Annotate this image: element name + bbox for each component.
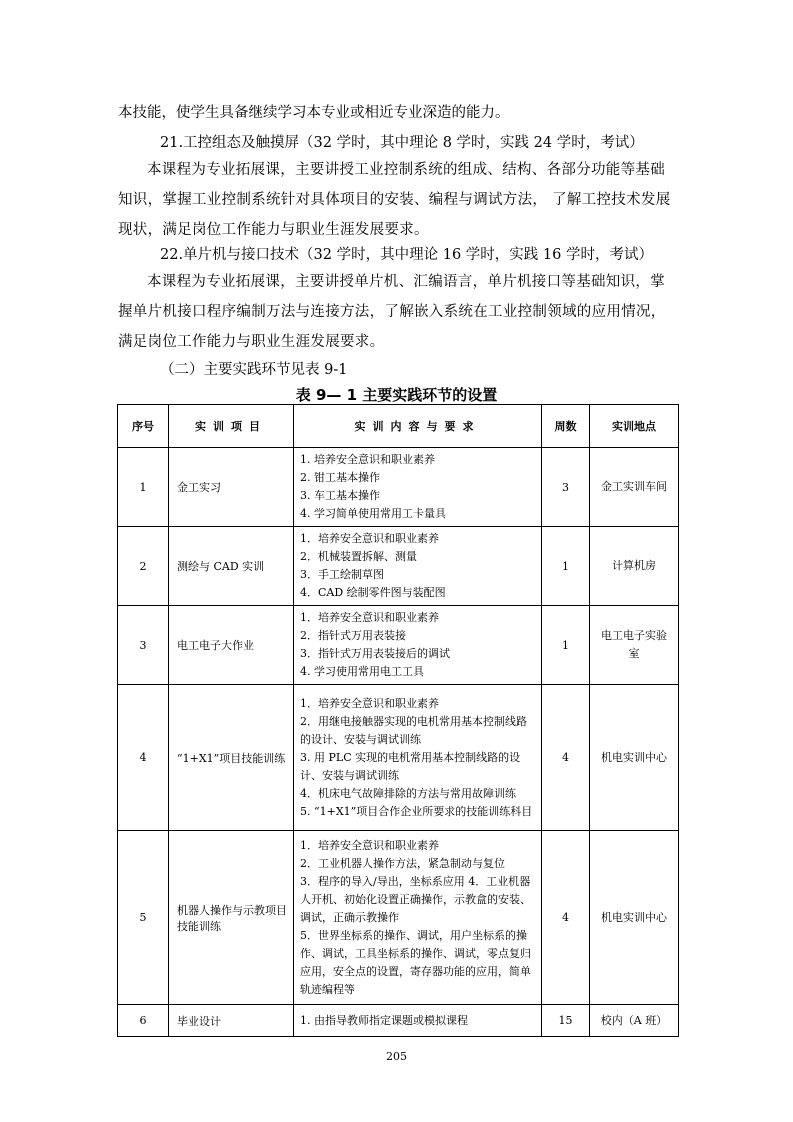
course-22-body: 本课程为专业拓展课，主要讲授单片机、汇编语言，单片机接口等基础知识，掌握单片机接口程序编制万法与连接方法，了解嵌入系统在工业控制领域的应用情况，满足岗位工作能力与职业生涯发展要求。	[118, 274, 666, 350]
table-caption: 表 9— 1 主要实践环节的设置	[295, 386, 498, 404]
content-item: 4. 学习简单使用常用工卡量具	[300, 507, 446, 520]
header-no: 序号	[118, 405, 169, 448]
cell-weeks: 1	[542, 606, 590, 685]
content-item: 1．培养安全意识和职业素养	[300, 611, 439, 624]
cell-name: 金工实习	[169, 448, 294, 527]
cell-name: 电工电子大作业	[169, 606, 294, 685]
content-item: 3. 用 PLC 实现的电机常用基本控制线路的设计、安装与调试训练	[300, 750, 521, 782]
content-item: 3. 车工基本操作	[300, 489, 380, 502]
content-item: 1. 培养安全意识和职业素养	[300, 453, 435, 466]
table-header-row	[118, 405, 679, 448]
cell-weeks: 1	[542, 527, 590, 606]
cell-no: 1	[118, 448, 169, 527]
table-row	[118, 1005, 679, 1037]
content-item: 2. 钳工基本操作	[300, 471, 380, 484]
cell-no: 5	[118, 831, 169, 1005]
table-row	[118, 831, 679, 1005]
content-item: 2．机械装置拆解、测量	[300, 550, 417, 563]
cell-content	[294, 1005, 542, 1037]
course-21-title: 21.工控组态及触摸屏（32 学时，其中理论 8 学时，实践 24 学时，考试）	[160, 135, 644, 151]
content-item: 2．指针式万用表装接	[300, 629, 406, 642]
content-item: 4．机床电气故障排除的方法与常用故障训练	[300, 786, 516, 800]
content-item: 4．CAD 绘制零件图与装配图	[300, 586, 446, 599]
header-name: 实训项目	[169, 405, 294, 448]
content-item: 1．培养安全意识和职业素养	[300, 696, 439, 710]
course-22-title: 22.单片机与接口技术（32 学时，其中理论 16 学时，实践 16 学时，考试）	[160, 247, 653, 263]
cell-content	[294, 831, 542, 1005]
header-place: 实训地点	[590, 405, 679, 448]
cell-place: 机电实训中心	[590, 685, 679, 831]
cell-place: 机电实训中心	[590, 831, 679, 1005]
content-item: 3．手工绘制草图	[300, 568, 384, 581]
header-weeks: 周数	[542, 405, 590, 448]
cell-weeks: 4	[542, 831, 590, 1005]
content-item: 1．培养安全意识和职业素养	[300, 838, 439, 852]
cell-name: “1+X1”项目技能训练	[169, 685, 294, 831]
cell-no: 3	[118, 606, 169, 685]
header-content: 实训内容与要求	[294, 405, 542, 448]
cell-content	[294, 448, 542, 527]
content-item: 2．工业机器人操作方法，紧急制动与复位	[300, 856, 505, 870]
cell-content	[294, 685, 542, 831]
cell-no: 6	[118, 1005, 169, 1037]
cell-content	[294, 527, 542, 606]
content-item: 2．用继电接触器实现的电机常用基本控制线路的设计、安装与调试训练	[300, 714, 527, 746]
cell-no: 2	[118, 527, 169, 606]
cell-content	[294, 606, 542, 685]
cell-place: 金工实训车间	[590, 448, 679, 527]
cell-weeks: 15	[542, 1005, 590, 1037]
section-heading: （二）主要实践环节见表 9-1	[160, 362, 348, 378]
content-item: 3．程序的导入/导出，坐标系应用 4．工业机器人开机、初始化设置正确操作，示教盒的安装、调试，正确示教操作	[300, 874, 531, 924]
course-21-body: 本课程为专业拓展课，主要讲授工业控制系统的组成、结构、各部分功能等基础知识，掌握工业控制系统针对具体项目的安装、编程与调试方法， 了解工控技术发展现状，满足岗位工作能力与职业生涯发展要求。	[118, 162, 671, 238]
content-item: 3．指针式万用表装接后的调试	[300, 647, 450, 660]
practice-table	[117, 404, 679, 1037]
table-row	[118, 606, 679, 685]
cell-weeks: 3	[542, 448, 590, 527]
content-item: 1. 由指导教师指定课题或模拟课程	[300, 1013, 468, 1027]
cell-name: 机器人操作与示教项目技能训练	[169, 831, 294, 1005]
cell-weeks: 4	[542, 685, 590, 831]
table-row	[118, 685, 679, 831]
table-row	[118, 448, 679, 527]
content-item: 4. 学习使用常用电工工具	[300, 665, 424, 678]
content-item: 5．世界坐标系的操作、调试，用户坐标系的操作、调试，工具坐标系的操作、调试，零点复归应用，安全点的设置，寄存器功能的应用，简单轨迹编程等	[300, 928, 531, 996]
cell-name: 测绘与 CAD 实训	[169, 527, 294, 606]
table-row	[118, 527, 679, 606]
paragraph-tail: 本技能，使学生具备继续学习本专业或相近专业深造的能力。	[118, 105, 510, 121]
content-item: 1．培养安全意识和职业素养	[300, 532, 439, 545]
cell-name: 毕业设计	[169, 1005, 294, 1037]
cell-place: 校内（A 班）	[590, 1005, 679, 1037]
page-number: 205	[386, 1050, 407, 1063]
cell-no: 4	[118, 685, 169, 831]
cell-place: 电工电子实验室	[590, 606, 679, 685]
content-item: 5. “1+X1”项目合作企业所要求的技能训练科目	[300, 804, 533, 818]
cell-place: 计算机房	[590, 527, 679, 606]
